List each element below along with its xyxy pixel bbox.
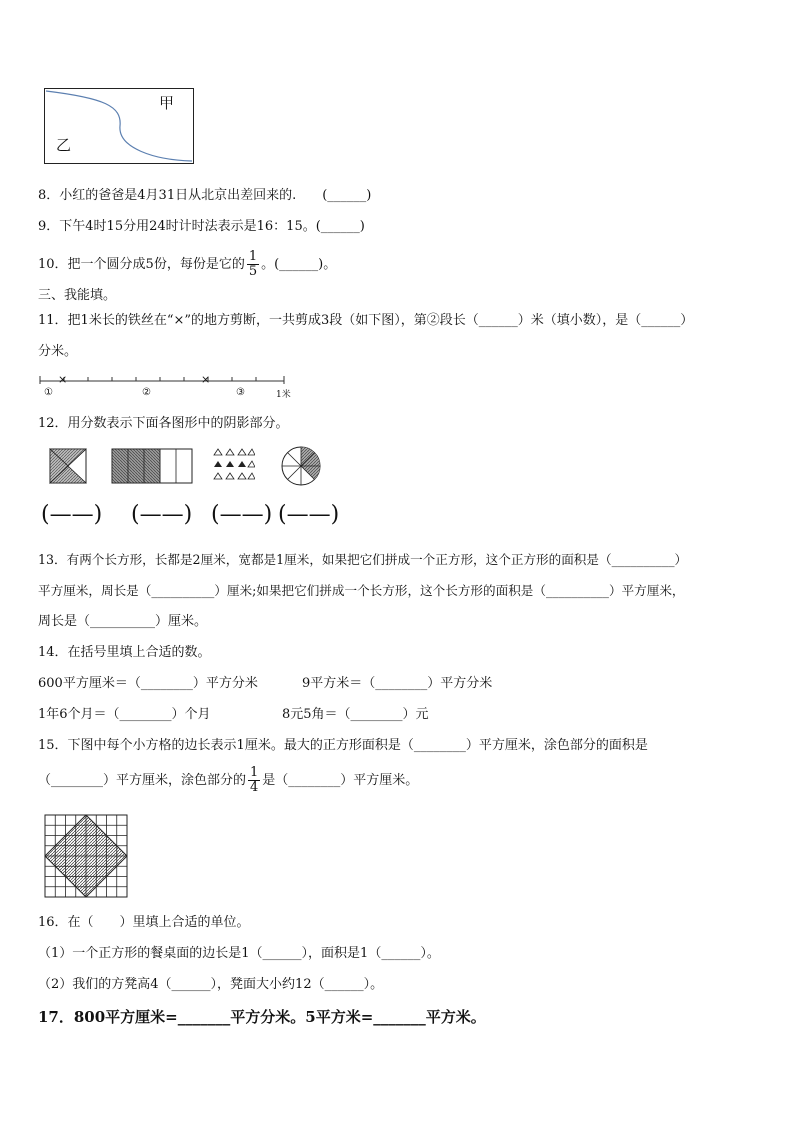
question-12: 12．用分数表示下面各图形中的阴影部分。	[38, 416, 289, 431]
answer-blank-2[interactable]: (——)	[131, 502, 193, 527]
fraction-1-5: $\frac{1}{5}$	[248, 249, 258, 279]
ruler-end-label: 1米	[276, 390, 291, 400]
triangle-group	[213, 448, 255, 486]
segment-3-label: ③	[236, 387, 245, 398]
q14-item-a: 600平方厘米＝（________）平方分米	[38, 676, 258, 691]
answer-blank-4[interactable]: (——)	[278, 502, 340, 527]
question-10: 10．把一个圆分成5份，每份是它的 $\frac{1}{5}$ 。(______)。	[38, 249, 337, 279]
question-11: 11．把1米长的铁丝在“×”的地方剪断，一共剪成3段（如下图），第②段长（______）米（填小数），是（______）	[38, 313, 694, 328]
fraction-1-4: $\frac{1}{4}$	[250, 765, 259, 795]
question-16: 16．在（ ）里填上合适的单位。	[38, 915, 250, 930]
curve-figure	[44, 88, 194, 164]
label-jia: 甲	[159, 94, 175, 112]
answer-blank-3[interactable]: (——)	[211, 502, 273, 527]
q14-item-c: 1年6个月＝（________）个月	[38, 707, 211, 722]
question-13: 13．有两个长方形，长都是2厘米，宽都是1厘米，如果把它们拼成一个正方形，这个正方形的面积是（__________）	[38, 552, 688, 567]
q16-item-1: （1）一个正方形的餐桌面的边长是1（______），面积是1（______）。	[38, 946, 440, 961]
question-15: 15．下图中每个小方格的边长表示1厘米。最大的正方形面积是（________）平方厘米，涂色部分的面积是	[38, 738, 648, 753]
shaded-strips	[111, 448, 193, 488]
segment-2-label: ②	[142, 387, 151, 398]
q14-item-d: 8元5角＝（________）元	[282, 707, 429, 722]
cut-mark-2: ×	[201, 373, 211, 386]
section-title: 三、我能填。	[38, 288, 117, 303]
segment-1-label: ①	[44, 387, 53, 398]
question-11-cont: 分米。	[38, 344, 78, 359]
q14-item-b: 9平方米＝（________）平方分米	[302, 676, 493, 691]
question-13-cont2: 周长是（__________）厘米。	[38, 614, 208, 629]
question-14: 14．在括号里填上合适的数。	[38, 645, 211, 660]
question-8: 8．小红的爸爸是4月31日从北京出差回来的. (______)	[38, 188, 372, 203]
shaded-circle	[280, 446, 322, 490]
question-15-cont: （________）平方厘米，涂色部分的 $\frac{1}{4}$ 是（________）平方厘米。	[38, 765, 419, 795]
question-13-cont: 平方厘米，周长是（__________）厘米;如果把它们拼成一个长方形，这个长方形的面积是（__________）平方厘米，	[38, 583, 685, 598]
label-yi: 乙	[56, 136, 72, 154]
question-9: 9．下午4时15分用24时计时法表示是16：15。(______)	[38, 219, 365, 234]
cut-mark-1: ×	[58, 373, 68, 386]
answer-blank-1[interactable]: (——)	[41, 502, 103, 527]
question-17: 17．800平方厘米=_______平方分米。5平方米=_______平方米。	[38, 1008, 486, 1026]
shaded-square	[49, 448, 87, 488]
q16-item-2: （2）我们的方凳高4（______），凳面大小约12（______）。	[38, 977, 384, 992]
grid-figure	[44, 814, 128, 902]
ruler-figure	[38, 372, 298, 402]
